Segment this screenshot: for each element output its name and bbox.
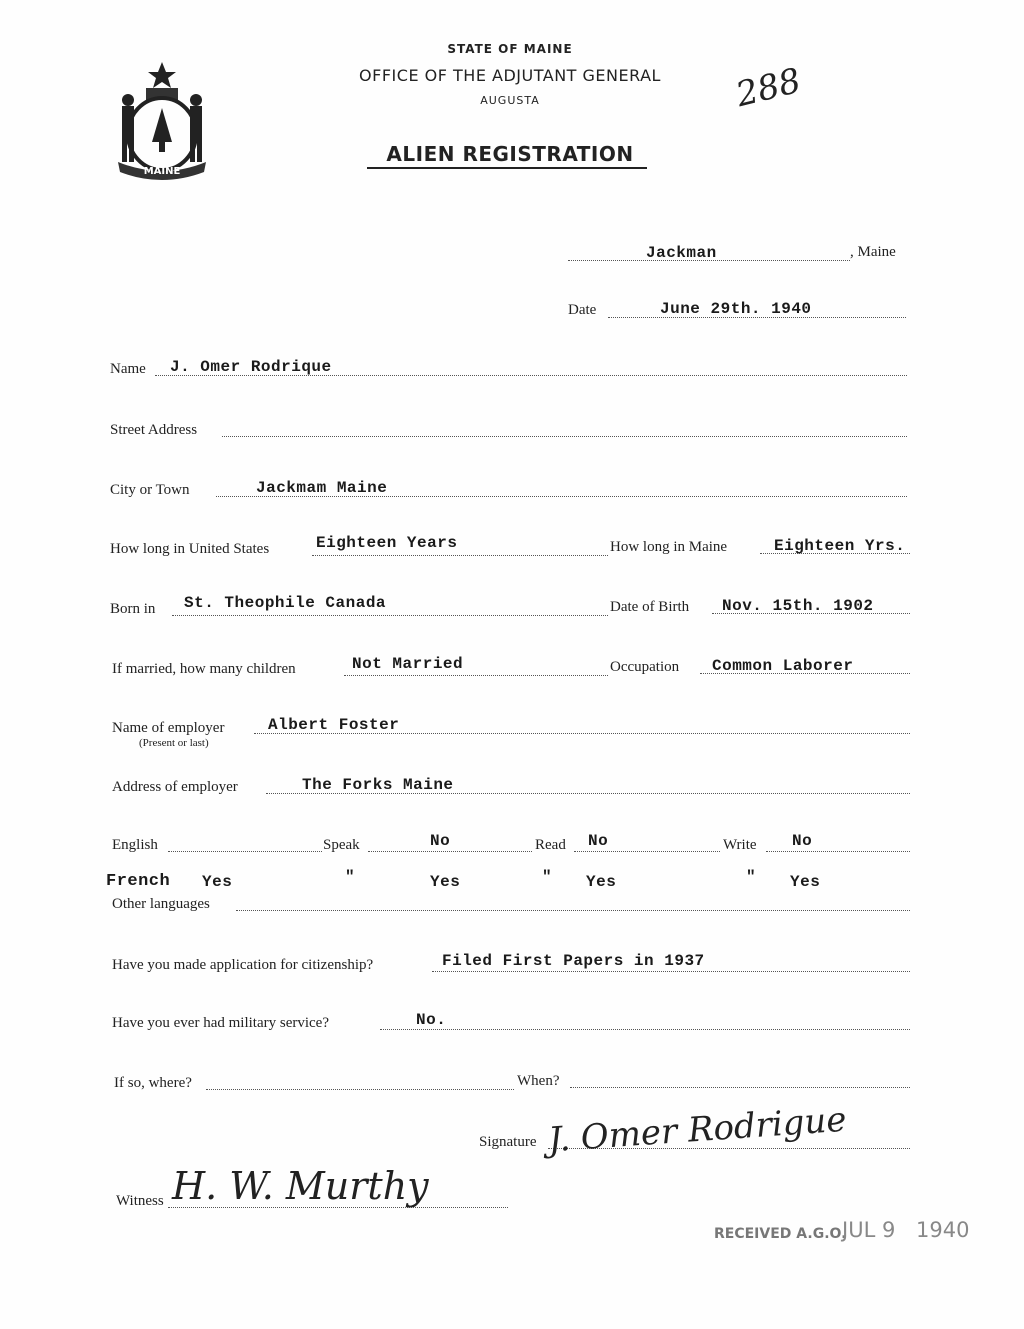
employer-address-value: The Forks Maine [302,776,454,794]
ditto-1: " [345,868,356,886]
french-value: Yes [202,873,233,891]
write-label: Write [723,837,757,853]
ditto-2: " [542,868,553,886]
read-label: Read [535,837,566,853]
street-address-label: Street Address [110,422,198,438]
header-office: OFFICE OF THE ADJUTANT GENERAL [359,66,661,85]
speak-label: Speak [323,837,360,853]
french-label: French [106,872,171,891]
how-long-maine-label: How long in Maine [610,539,728,555]
french-extra-value: Yes [790,873,821,891]
children-label: If married, how many children [112,661,296,677]
received-stamp-date: JUL 9 [842,1218,896,1242]
how-long-us-value: Eighteen Years [316,534,458,552]
city-value: Jackmam Maine [256,479,388,497]
where-label: If so, where? [114,1075,192,1091]
form-title: ALIEN REGISTRATION [386,142,634,166]
dob-label: Date of Birth [610,599,690,615]
citizenship-label: Have you made application for citizenship? [112,957,374,973]
english-write-value: No [792,832,813,850]
witness-label: Witness [116,1193,164,1209]
name-label: Name [110,361,146,377]
place-value: Jackman [646,244,717,262]
date-value: June 29th. 1940 [660,300,812,318]
employer-address-label: Address of employer [112,779,238,795]
witness-value: H. W. Murthy [172,1164,429,1208]
file-number: 288 [732,60,805,116]
citizenship-value: Filed First Papers in 1937 [442,952,705,970]
other-languages-label: Other languages [112,896,210,912]
header-city: AUGUSTA [480,94,540,107]
street-address-line [222,436,907,437]
seal-text: MAINE [143,166,181,177]
place-suffix: , Maine [850,244,896,260]
employer-value: Albert Foster [268,716,400,734]
occupation-label: Occupation [610,659,680,675]
name-value: J. Omer Rodrique [170,358,332,376]
english-speak-value: No [430,832,451,850]
military-value: No. [416,1011,447,1029]
children-value: Not Married [352,655,464,673]
employer-label: Name of employer [112,720,225,736]
born-in-label: Born in [110,601,156,617]
date-label: Date [568,302,597,318]
when-label: When? [517,1073,560,1089]
employer-sublabel: (Present or last) [139,737,209,749]
title-underline [367,167,647,169]
maine-state-seal-icon [108,58,218,180]
french-read-value: Yes [430,873,461,891]
received-stamp-year: 1940 [916,1218,970,1242]
header-state: STATE OF MAINE [447,42,573,56]
english-label: English [112,837,158,853]
dob-value: Nov. 15th. 1902 [722,597,874,615]
french-write-value: Yes [586,873,617,891]
received-stamp-text: RECEIVED A.G.O. [714,1226,847,1242]
city-label: City or Town [110,482,190,498]
born-in-value: St. Theophile Canada [184,594,387,612]
english-read-value: No [588,832,609,850]
signature-label: Signature [479,1134,537,1150]
military-label: Have you ever had military service? [112,1015,329,1031]
how-long-maine-value: Eighteen Yrs. [774,537,906,555]
occupation-value: Common Laborer [712,657,854,675]
ditto-3: " [746,868,757,886]
signature-value: J. Omer Rodrigue [546,1099,848,1161]
how-long-us-label: How long in United States [110,541,270,557]
